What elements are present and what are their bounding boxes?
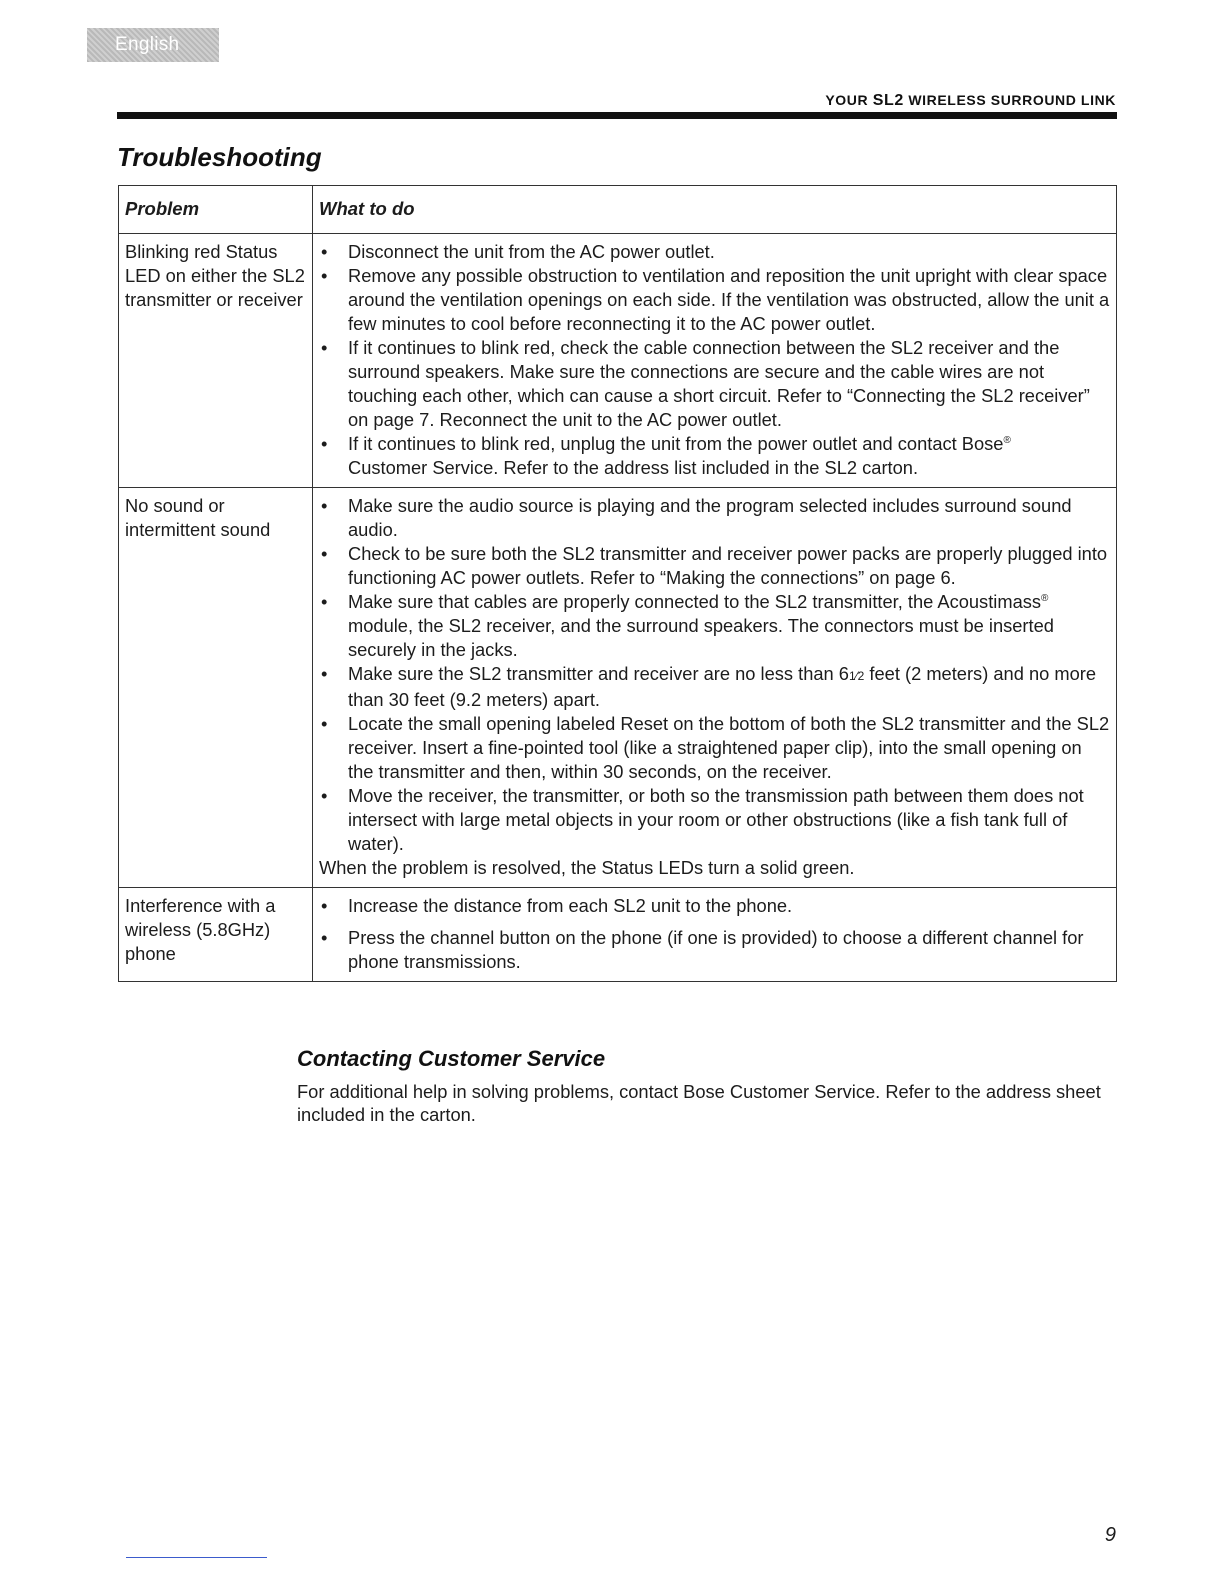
column-header-problem: Problem [119, 186, 313, 234]
page-number: 9 [1104, 1524, 1116, 1546]
list-item [319, 590, 1110, 662]
running-head-pre: YOUR [825, 92, 873, 108]
problem-cell: Interference with a wireless (5.8GHz) phone [119, 888, 313, 982]
list-item: • Increase the distance from each SL2 unit to the phone. [319, 894, 1110, 918]
list-item [319, 432, 1110, 480]
solution-cell [313, 488, 1117, 888]
column-header-what-to-do: What to do [313, 186, 1117, 234]
page-title: Troubleshooting [117, 142, 322, 172]
table-row [119, 234, 1117, 488]
running-head [825, 92, 1116, 110]
solution-cell [313, 234, 1117, 488]
troubleshooting-table [118, 185, 1117, 982]
step-list [319, 494, 1110, 856]
registered-mark: ® [1041, 592, 1049, 604]
list-item: • Make sure the audio source is playing and the program selected includes surround sound audio. [319, 494, 1110, 542]
step-list [319, 894, 1110, 974]
solution-cell [313, 888, 1117, 982]
footer-line [126, 1557, 267, 1558]
running-head-model: SL2 [872, 92, 904, 109]
fraction-half: 1⁄2 [848, 669, 865, 683]
contact-paragraph: For additional help in solving problems, contact Bose Customer Service. Refer to the address sheet included in the carton. [297, 1081, 1101, 1125]
list-item: • If it continues to blink red, check the cable connection between the SL2 receiver and the surround speakers. Make sure the connections are secure and the cable wires are not touching each other, which can cause a short circuit. Refer to “Connecting the SL2 receiver” on page 7. Reconnect the unit to the AC power outlet. [319, 336, 1110, 432]
resolution-note: When the problem is resolved, the Status LEDs turn a solid green. [319, 857, 855, 878]
list-item [319, 662, 1110, 712]
list-item: • Check to be sure both the SL2 transmitter and receiver power packs are properly plugged into functioning AC power outlets. Refer to “Making the connections” on page 6. [319, 542, 1110, 590]
problem-cell: Blinking red Status LED on either the SL2 transmitter or receiver [119, 234, 313, 488]
list-item: • Press the channel button on the phone (if one is provided) to choose a different channel for phone transmissions. [319, 926, 1110, 974]
problem-cell: No sound or intermittent sound [119, 488, 313, 888]
step-text: module, the SL2 receiver, and the surround speakers. The connectors must be inserted securely in the jacks. [348, 615, 1054, 660]
step-list [319, 240, 1110, 480]
step-text: Make sure the SL2 transmitter and receiver are no less than 6 [348, 663, 849, 684]
step-text: feet (2 meters) and no more than 30 feet (9.2 meters) apart. [348, 663, 1097, 710]
language-tab: English [87, 28, 219, 62]
registered-mark: ® [1003, 434, 1011, 446]
step-text: Customer Service. Refer to the address list included in the SL2 carton. [348, 457, 919, 478]
list-item: • Move the receiver, the transmitter, or both so the transmission path between them does not intersect with large metal objects in your room or other obstructions (like a fish tank full of water). [319, 784, 1110, 856]
list-item: • Remove any possible obstruction to ventilation and reposition the unit upright with clear space around the ventilation openings on each side. If the ventilation was obstructed, allow the unit a few minutes to cool before reconnecting it to the AC power outlet. [319, 264, 1110, 336]
list-item: • Locate the small opening labeled Reset on the bottom of both the SL2 transmitter and the SL2 receiver. Insert a fine-pointed tool (like a straightened paper clip), into the small opening on the transmitter and then, within 30 seconds, on the receiver. [319, 712, 1110, 784]
table-header-row [119, 186, 1117, 234]
step-text: Make sure that cables are properly connected to the SL2 transmitter, the Acoustimass [348, 591, 1042, 612]
section-heading-contact: Contacting Customer Service [297, 1046, 606, 1071]
header-rule [117, 112, 1117, 119]
running-head-post: WIRELESS SURROUND LINK [903, 92, 1116, 108]
step-text: If it continues to blink red, unplug the unit from the power outlet and contact Bose [348, 433, 1004, 454]
list-item: • Disconnect the unit from the AC power outlet. [319, 240, 1110, 264]
table-row [119, 888, 1117, 982]
table-row [119, 488, 1117, 888]
